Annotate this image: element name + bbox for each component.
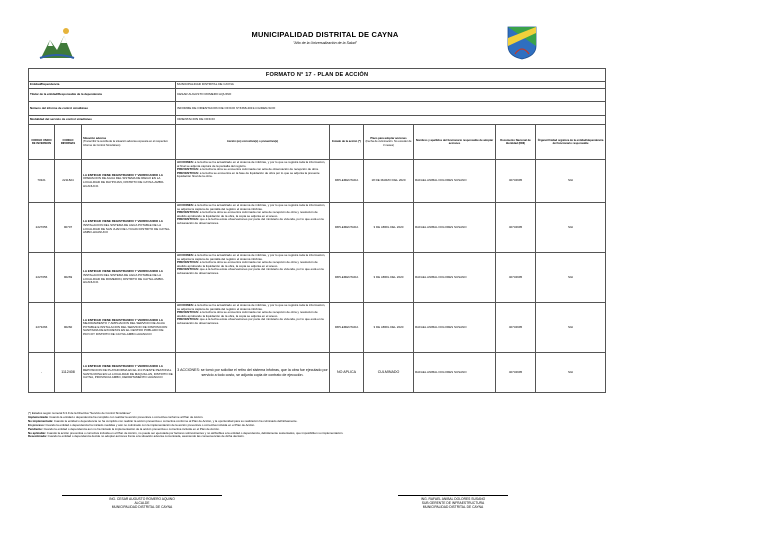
field-label: Entidad/Dependencia [29, 82, 176, 89]
situacion-bold: LA ENTIDAD VIENE REGISTRANDO Y VERIFICANDO LA [83, 172, 163, 177]
note-line [28, 435, 588, 439]
cell-plazo: 3 DE ABRIL DEL 2020 [364, 253, 414, 303]
cell-estado: IMPLEMENTADA [330, 253, 364, 303]
accion-tag: ACCIONES: [177, 160, 194, 164]
cell-organo: SGI [536, 203, 606, 253]
cell-estado: IMPLEMENTADA [330, 160, 364, 203]
col-header-codigo-informe: CODIGO INFORMAS [55, 125, 82, 160]
cell-estado: NO APLICA [330, 353, 364, 393]
situacion-text: INSTALACION DEL SISTEMA DE AGUA POTABLE DE LA LOCALIDAD DE ROMERON, DISTRITO DE CAYNA-AMBO-HUANUCO. [83, 272, 164, 285]
cell-plazo: 18 DE MARZO DEL 2020 [364, 160, 414, 203]
cell-situacion [82, 353, 176, 393]
cell-informe: 90269 [55, 253, 82, 303]
note-term: Desestimada: [28, 434, 47, 439]
table-row [29, 303, 606, 353]
cell-responsable: RAFAEL ANIBAL DOLORES SUSANO [414, 160, 496, 203]
col-header-responsable: Nombres y apellidos del funcionario responsable de adoptar acciones [414, 125, 496, 160]
note-term: No aplicable: [28, 430, 46, 435]
cell-plazo: 3 DE ABRIL DEL 2020 [364, 303, 414, 353]
signature-mayor [62, 495, 222, 509]
situacion-text: MEJORAMIENTO Y AMPLIACION DEL SERVICIO DE AGUA POTABLE E INSTALACION DEL SERVICIO DE DISPOSICION SANITARIA DE EXCRETAS EN EL CENTRO POBLADO DE PAYCOY DISTRITO DE CAYNA-AMBO-HUANUCO [83, 321, 168, 336]
accion-text: que a la fecha existe observaciones por parte del ministerio de vivienda, por lo que está en la subsanación de observaciones. [177, 217, 324, 225]
cell-dni: 40734995 [496, 353, 536, 393]
cell-organo: SGI [536, 253, 606, 303]
cell-situacion [82, 303, 176, 353]
field-value: MUNICIPALIDAD DISTRITAL DE CAYNA [176, 82, 606, 89]
situacion-text: INSTALACION DEL SISTEMA DE AGUA POTABLE DE LA LOCALIDAD DE SAN JUAN DE LYCUAN DISTRITO DE CAYNA-AMBO-HUANUCO [83, 222, 171, 235]
cell-codigo: 2227056 [29, 253, 55, 303]
cell-codigo: - [29, 353, 55, 393]
accion-text: a la fecha la obra se encuentra culminada con acta de observación de recepción de obra. [198, 167, 319, 172]
signature-line [398, 495, 508, 496]
accion-tag: PREVENTIVAS: [177, 317, 199, 322]
col-header-accion: Acción (es) correctiva(s) o preventiva(s) [176, 125, 330, 160]
accion-text: a la fecha se ha actualizado en el sistema de infobras, y por lo que se registra toda la información, se adjunta la captura de pantalla del registro el sistema infobras. [177, 203, 326, 211]
accion-line [177, 318, 328, 325]
note-text: Cuando la entidad o dependencia ha cumplido con realizar la acción preventiva o correctiva conforme al Plan de Acción. [48, 414, 204, 419]
cell-estado: IMPLEMENTADA [330, 303, 364, 353]
cell-dni: 40734995 [496, 303, 536, 353]
signature-org: MUNICIPALIDAD DISTRITAL DE CAYNA [422, 505, 484, 509]
district-emblem-icon [505, 24, 539, 60]
field-label: Número del informe de control simultáneo [29, 102, 176, 116]
cell-informe: 90260 [55, 303, 82, 353]
cell-dni: 40734995 [496, 253, 536, 303]
field-row-titular [29, 89, 606, 102]
accion-tag: PREVENTIVAS: [177, 210, 199, 215]
cell-dni: 40734995 [496, 160, 536, 203]
note-term: En proceso: [28, 422, 45, 427]
col-header-organo: Órgano/Unidad orgánica de la entidad/dependencia del funcionario responsable [536, 125, 606, 160]
municipality-title: MUNICIPALIDAD DISTRITAL DE CAYNA [251, 30, 399, 39]
cell-accion: 3 ACCIONES: se tomó por solicitar el retiro del sistema infobras, que la obra fue ejecutado por servicio a todo costo, se adjunta copia de contrato de ejecución. [176, 353, 330, 393]
cell-responsable: RAFAEL ANIBAL DOLORES SUSANO [414, 303, 496, 353]
accion-text: a la fecha se ha actualizado en el sistema de infobras, y por lo que se registra toda la información, se adjunta la captura de pantalla del registro el sistema infobras. [177, 303, 326, 311]
field-value: ORIENTACION DE OFICIO [176, 116, 606, 125]
accion-tag: PREVENTIVAS: [177, 217, 199, 222]
note-term: Implementada: [28, 414, 49, 419]
cell-accion [176, 160, 330, 203]
cell-accion [176, 303, 330, 353]
action-plan-table [28, 68, 606, 393]
cell-organo: SGI [536, 160, 606, 203]
form-title: FORMATO N° 17 - PLAN DE ACCIÓN [29, 69, 606, 82]
note-text: Cuando la entidad o dependencia decide no adoptar acciones frente a la situación adversa comunicada, asumiendo las consecuencias de dicha decisión. [46, 434, 245, 439]
situacion-title: Situación adversa [83, 137, 107, 141]
situacion-bold: LA ENTIDAD VIENE REGISTRANDO Y VERIFICANDO LA [83, 269, 163, 274]
field-row-entidad [29, 82, 606, 89]
col-header-plazo [364, 125, 414, 160]
col-header-situacion [82, 125, 176, 160]
cell-situacion [82, 203, 176, 253]
accion-tag: ACCIONES: [177, 253, 194, 257]
accion-tag: ACCIONES: [177, 203, 194, 207]
table-row [29, 160, 606, 203]
situacion-desc: (Transcribir la sumilla de la situación adversa expuesta en el respectivo Informe de Control Simultáneo) [83, 140, 168, 147]
table-row [29, 253, 606, 303]
accion-text: a la fecha se encuentra en la fase de liquidación de obra por lo que se adjunta la presente liquidación final de la obra. [177, 170, 320, 179]
accion-text: a la fecha se ha actualizado en el sistema de infobras, y por lo que se registra toda la información, al final se adjunta captura de la pantalla del registro. [177, 160, 326, 168]
field-row-modalidad [29, 116, 606, 125]
table-row [29, 203, 606, 253]
note-text: Cuando la acción preventiva o correctiva incluida en el Plan de Acción, no puede ser ejecutada por factores sobrevinientes y no atribuibles a la entidad o dependencia, debidamente sustentados, que imposibiliten su implementación. [46, 430, 344, 435]
accion-text: que a la fecha existe observaciones por parte del ministerio de vivienda, por lo que está en la subsanación de observaciones. [177, 317, 324, 325]
note-term: No implementada: [28, 418, 54, 423]
field-label: Modalidad del servicio de control simultáneo [29, 116, 176, 125]
field-label: Titular de la entidad/Responsable de la dependencia [29, 89, 176, 102]
accion-line [177, 268, 328, 275]
accion-tag: PREVENTIVAS: [177, 310, 199, 315]
cell-accion [176, 253, 330, 303]
accion-text: que a la fecha existe observaciones por parte del ministerio de vivienda, por lo que está en la subsanación de observaciones. [177, 267, 324, 275]
cell-accion [176, 203, 330, 253]
accion-text: a la fecha la obra se encuentra culminada con acta de recepción de obra y resolución de aludido aprobando la liquidación de la obra, la copia se adjunta en el anexo. [177, 260, 318, 268]
year-slogan: "Año de la Universalización de la Salud" [293, 41, 357, 45]
situacion-bold: LA ENTIDAD VIENE REGISTRANDO Y VERIFICANDO LA [83, 219, 163, 224]
cell-codigo: 2227056 [29, 203, 55, 253]
note-term: Pendiente: [28, 426, 43, 431]
accion-text: a la fecha se ha actualizado en el sistema de infobras, y por lo que se registra toda la información, se adjunta la captura de pantalla del registro el sistema infobras. [177, 253, 326, 261]
accion-text: a la fecha la obra se encuentra culminada con acta de recepción de obra y resolución de aludido aprobando la liquidación de la obra, la copia se adjunta en el anexo. [177, 210, 318, 218]
situacion-text: OPERACION DE AGUA DEL SISTEMA DE RIEGO EN LA LOCALIDAD DE RAYPOJAN, DISTRITO DE CAYNA-AMBO-HUANUCO. [83, 176, 165, 188]
note-text: Cuando la entidad o dependencia no ha cumplido con realizar la acción preventiva o correctiva conforme al Plan de Acción, y la oportunidad para su realización ha culminado definitivamente. [53, 418, 298, 423]
table-header-row [29, 125, 606, 160]
accion-tag: PREVENTIVAS: [177, 167, 199, 172]
situacion-text: REPOSICION DE PLATAFORMA EN EL 2/4 PUENTE PEATONAL SANTA ROSA EN LA LOCALIDAD DE MAQUILLAN, DISTRITO DE CAYNA, PROVINCIA AMBO, DEPARTAMENTO HUANUCO [83, 367, 173, 380]
accion-tag: PREVENTIVAS: [177, 170, 199, 175]
signature-infrastructure [398, 495, 508, 509]
accion-tag: PREVENTIVAS: [177, 267, 199, 272]
cell-codigo: 70321 [29, 160, 55, 203]
signature-name: ING. CESAR AUGUSTO ROMERO AQUINO [109, 497, 175, 501]
cell-situacion [82, 253, 176, 303]
accion-tag: PREVENTIVAS: [177, 260, 199, 265]
cell-dni: 40734995 [496, 203, 536, 253]
col-header-estado: Estado de la acción (*) [330, 125, 364, 160]
note-text: (*) Estados según numeral 6.3.9 de la Directiva "Servicio de Control Simultáneo" [28, 411, 132, 415]
signature-role: ALCALDE [134, 501, 150, 505]
state-definitions-notes [28, 412, 588, 439]
plazo-title: Plazo para adoptar acciones [370, 137, 407, 141]
note-text: Cuando la entidad o dependencia ha iniciado medidas y aún no culminado con la implementación de la acción preventiva o correctiva incluida en el Plan de Acción. [44, 422, 256, 427]
signature-role: SUB GERENTE DE INFRAESTRUCTURA [421, 501, 485, 505]
col-header-dni: Documento Nacional de Identidad (DNI) [496, 125, 536, 160]
cell-responsable: RAFAEL ANIBAL DOLORES SUSANO [414, 353, 496, 393]
note-text: Cuando la entidad o dependencia aun no ha iniciado la implementación de la acción preventiva o correctiva incluida en el Plan de Acción. [42, 426, 220, 431]
situacion-bold: LA ENTIDAD VIENE REGISTRANDO Y VERIFICANDO LA [83, 364, 163, 369]
col-header-codigo-unico: CODIGO UNICO DE INVERSION [29, 125, 55, 160]
plazo-desc: (Fecha de culminación. No exceder de 3 meses) [365, 140, 412, 147]
cell-organo: SGI [536, 353, 606, 393]
cell-responsable: RAFAEL ANIBAL DOLORES SUSANO [414, 253, 496, 303]
cell-plazo: 3 DE ABRIL DEL 2020 [364, 203, 414, 253]
accion-line [177, 218, 328, 225]
signature-org: MUNICIPALIDAD DISTRITAL DE CAYNA [111, 505, 173, 509]
field-value: CESAR AUGUSTO ROMERO AQUINO [176, 89, 606, 102]
cell-situacion [82, 160, 176, 203]
cell-informe: 2211824 [55, 160, 82, 203]
cell-informe: 90707 [55, 203, 82, 253]
cell-responsable: RAFAEL ANIBAL DOLORES SUSANO [414, 203, 496, 253]
situacion-bold: LA ENTIDAD VIENE REGISTRANDO Y VERIFICANDO LA [83, 317, 163, 322]
accion-text: a la fecha la obra se encuentra culminada con acta de recepción de obra y resolución de aludido aprobando la liquidación de la obra, la copia se adjunta en el anexo. [177, 310, 318, 318]
cell-organo: SGI [536, 303, 606, 353]
signature-name: ING. RAFAEL ANIBAL DOLORES SUSANO [420, 497, 486, 501]
table-row [29, 353, 606, 393]
accion-tag: ACCIONES: [177, 303, 194, 307]
cell-codigo: 2273266 [29, 303, 55, 353]
cell-informe: 1112408 [55, 353, 82, 393]
cell-plazo: CULMINADO [364, 353, 414, 393]
municipal-logo-icon [36, 24, 78, 64]
signature-line [62, 495, 222, 496]
accion-line [177, 172, 328, 179]
field-value: INFORME DE ORIENTACION DE OFICIO N°3368-2019-CG/DEN-SOO [176, 102, 606, 116]
cell-estado: IMPLEMENTADA [330, 203, 364, 253]
field-row-informe [29, 102, 606, 116]
